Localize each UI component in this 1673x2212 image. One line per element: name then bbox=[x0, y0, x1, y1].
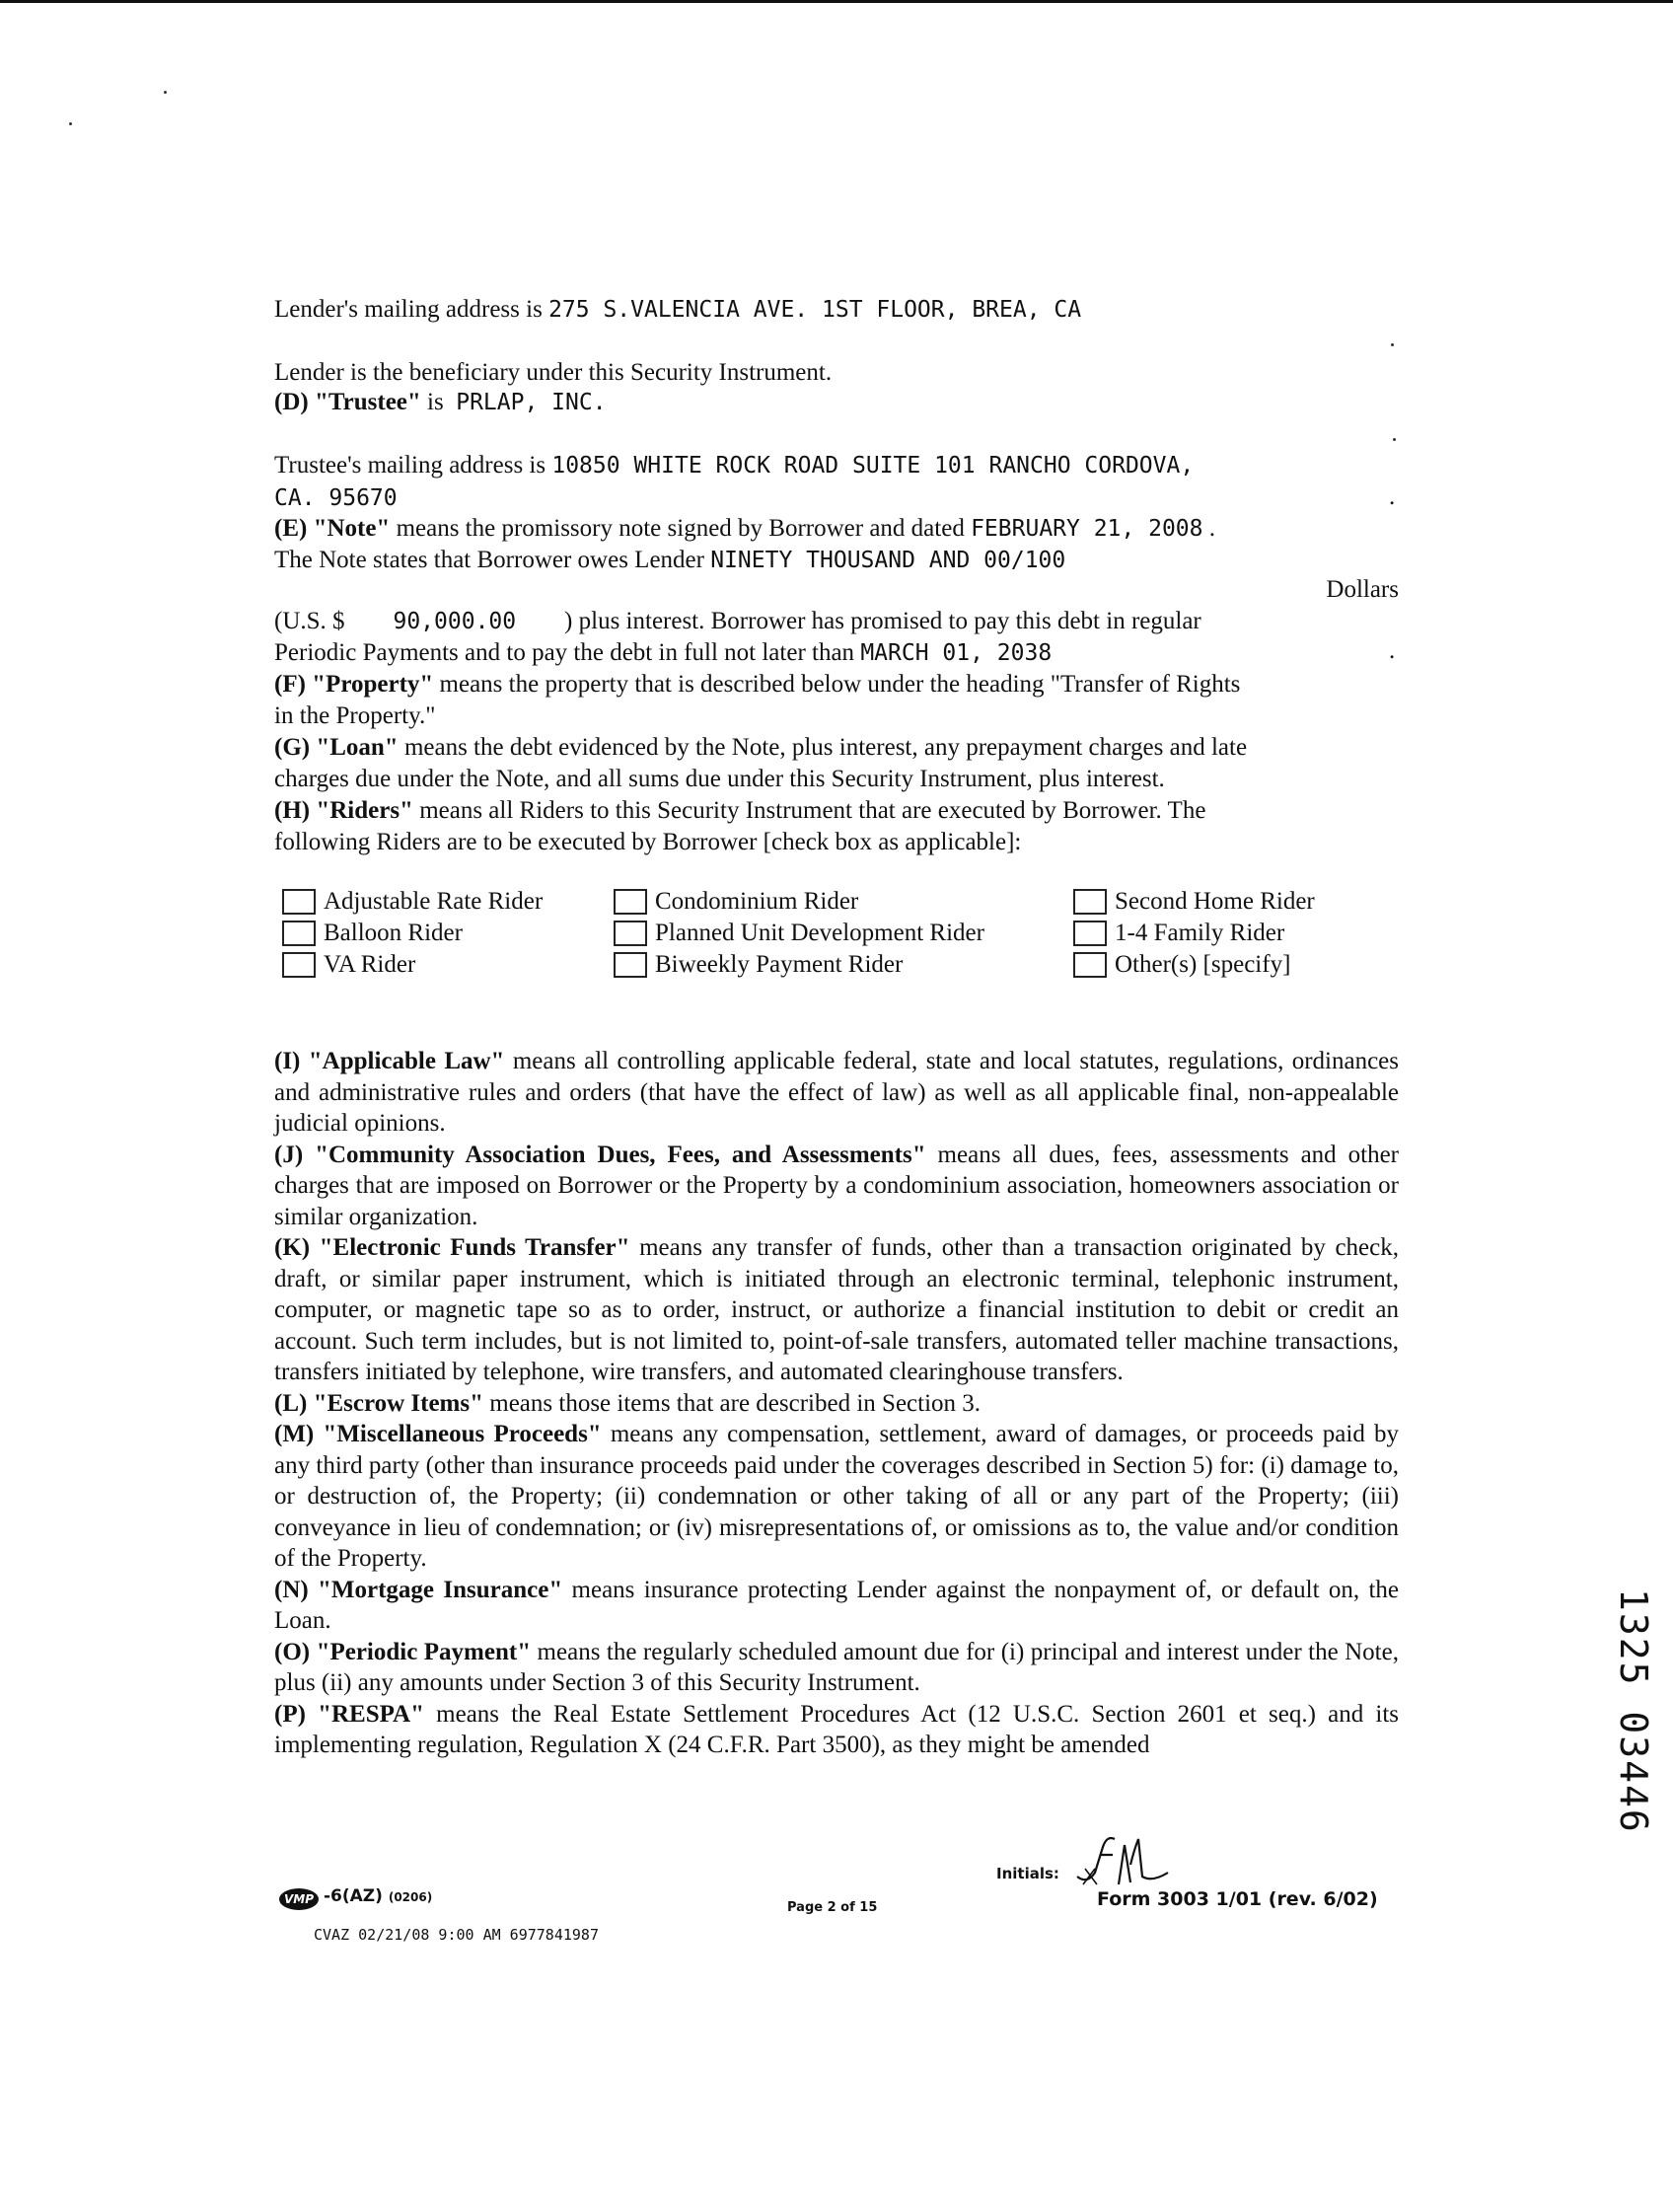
scan-speck bbox=[69, 122, 72, 125]
dollars-line bbox=[274, 574, 1399, 605]
note-date: FEBRUARY 21, 2008 bbox=[971, 516, 1203, 542]
beneficiary-line: Lender is the beneficiary under this Security Instrument. bbox=[274, 359, 833, 386]
loan-text1: means the debt evidenced by the Note, plus interest, any prepayment charges and late bbox=[403, 734, 1248, 761]
checkbox[interactable] bbox=[282, 952, 316, 978]
note-line: (E) "Note" means the promissory note signed by Borrower and dated FEBRUARY 21, 2008 . bbox=[274, 515, 1215, 542]
us-label: (U.S. $ bbox=[274, 608, 345, 634]
initials-signature-graphic bbox=[1073, 1825, 1192, 1894]
lender-address-label: Lender's mailing address is bbox=[274, 296, 543, 323]
note-amount-words: NINETY THOUSAND AND 00/100 bbox=[710, 548, 1066, 573]
trustee-term: (D) "Trustee" bbox=[274, 389, 421, 415]
riders-line1 bbox=[274, 795, 1399, 826]
note-text: means the promissory note signed by Borrower and dated bbox=[396, 515, 965, 542]
property-text1: means the property that is described below under the heading "Transfer of Rights bbox=[439, 671, 1241, 698]
definitions-body bbox=[274, 1046, 1399, 1761]
riders-column-1 bbox=[282, 886, 543, 981]
dollars-label: Dollars bbox=[1326, 576, 1399, 603]
riders-checklist bbox=[282, 886, 1397, 985]
trustee-address-value: 10850 WHITE ROCK ROAD SUITE 101 RANCHO CORDOVA, bbox=[551, 453, 1195, 479]
definition-eft: (K) "Electronic Funds Transfer" means any transfer of funds, other than a transaction originated by check, draft, or similar paper instrument, which is initiated through an electronic terminal, telephonic instrument, computer, or magnetic tape so as to order, instruct, or authorize a financial institution to debit or credit an account. Such term includes, but is not limited to, point-of-sale transfers, automated teller machine transactions, transfers initiated by telephone, wire transfers, and automated clearinghouse transfers. bbox=[274, 1234, 1399, 1385]
checkbox[interactable] bbox=[614, 889, 647, 915]
definition-community-dues: (J) "Community Association Dues, Fees, and Assessments" means all dues, fees, assessments and other charges that are imposed on Borrower or the Property by a condominium association, homeowners association or similar organization. bbox=[274, 1141, 1399, 1230]
trustee-address-line bbox=[274, 450, 1399, 481]
property-line2: in the Property." bbox=[274, 702, 436, 729]
trustee-address-line2: CA. 95670 bbox=[274, 485, 398, 511]
rider-biweekly[interactable]: Biweekly Payment Rider bbox=[614, 949, 984, 981]
rider-adjustable-rate[interactable]: Adjustable Rate Rider bbox=[282, 886, 543, 918]
trustee-address-label: Trustee's mailing address is bbox=[274, 452, 546, 479]
vmp-logo: VMP bbox=[279, 1888, 319, 1910]
after-amount: ) plus interest. Borrower has promised to pay this debt in regular bbox=[564, 608, 1201, 634]
rider-va[interactable]: VA Rider bbox=[282, 949, 543, 981]
definition-escrow-items: (L) "Escrow Items" means those items that are described in Section 3. bbox=[274, 1389, 982, 1417]
maturity-line bbox=[274, 637, 1399, 669]
definition-applicable-law: (I) "Applicable Law" means all controlling applicable federal, state and local statutes, regulations, ordinances and administrative rules and orders (that have the effect of law) as well as all applicable final, non-appealable judicial opinions. bbox=[274, 1048, 1399, 1137]
loan-line1 bbox=[274, 732, 1399, 763]
rider-1-4-family[interactable]: 1-4 Family Rider bbox=[1073, 918, 1315, 949]
scan-speck bbox=[164, 91, 167, 94]
loan-term: (G) "Loan" bbox=[274, 734, 399, 761]
property-line1 bbox=[274, 669, 1399, 700]
checkbox[interactable] bbox=[1073, 952, 1107, 978]
form-code: -6(AZ) (0206) bbox=[324, 1886, 433, 1906]
checkbox[interactable] bbox=[282, 921, 316, 946]
note-owes-line bbox=[274, 545, 1399, 576]
rider-condominium[interactable]: Condominium Rider bbox=[614, 886, 984, 918]
rider-other[interactable]: Other(s) [specify] bbox=[1073, 949, 1315, 981]
riders-text1: means all Riders to this Security Instrument that are executed by Borrower. The bbox=[419, 797, 1206, 824]
side-stamp: 1325 03446 bbox=[1612, 1588, 1655, 1834]
lender-address-value: 275 S.VALENCIA AVE. 1ST FLOOR, BREA, CA bbox=[548, 297, 1082, 323]
form-number: Form 3003 1/01 (rev. 6/02) bbox=[1097, 1888, 1378, 1910]
definition-periodic-payment: (O) "Periodic Payment" means the regularly scheduled amount due for (i) principal and interest under the Note, plus (ii) any amounts under Section 3 of this Security Instrument. bbox=[274, 1638, 1399, 1696]
riders-term: (H) "Riders" bbox=[274, 797, 413, 824]
trustee-line bbox=[274, 387, 1399, 418]
checkbox[interactable] bbox=[614, 952, 647, 978]
top-border bbox=[0, 0, 1673, 3]
lender-address-line bbox=[274, 294, 1399, 326]
rider-pud[interactable]: Planned Unit Development Rider bbox=[614, 918, 984, 949]
property-term: (F) "Property" bbox=[274, 671, 434, 698]
riders-column-2 bbox=[614, 886, 984, 981]
fill-dot: . bbox=[1389, 637, 1396, 664]
definition-mortgage-insurance: (N) "Mortgage Insurance" means insurance protecting Lender against the nonpayment of, or default on, the Loan. bbox=[274, 1576, 1399, 1634]
pay-text: Periodic Payments and to pay the debt in full not later than bbox=[274, 639, 855, 666]
riders-line2: following Riders are to be executed by Borrower [check box as applicable]: bbox=[274, 829, 1022, 855]
maturity-date: MARCH 01, 2038 bbox=[860, 640, 1053, 666]
note-amount: 90,000.00 bbox=[393, 609, 517, 634]
initials-label: Initials: bbox=[996, 1865, 1059, 1882]
note-owes-text: The Note states that Borrower owes Lender bbox=[274, 547, 704, 573]
definition-respa: (P) "RESPA" means the Real Estate Settlement Procedures Act (12 U.S.C. Section 2601 et seq.) and its implementing regulation, Regulation X (24 C.F.R. Part 3500), as they might be amended bbox=[274, 1700, 1399, 1758]
checkbox[interactable] bbox=[1073, 889, 1107, 915]
cvaz-line: CVAZ 02/21/08 9:00 AM 6977841987 bbox=[314, 1926, 599, 1944]
scan-speck bbox=[1393, 438, 1396, 441]
checkbox[interactable] bbox=[614, 921, 647, 946]
note-term: (E) "Note" bbox=[274, 515, 391, 542]
fill-dot: . bbox=[1389, 483, 1396, 510]
scan-speck bbox=[1391, 343, 1394, 346]
checkbox[interactable] bbox=[1073, 921, 1107, 946]
trustee-is: is bbox=[427, 389, 444, 415]
definition-misc-proceeds: (M) "Miscellaneous Proceeds" means any compensation, settlement, award of damages, or proceeds paid by any third party (other than insurance proceeds paid under the coverages described in Section 5) for: (i) damage to, or destruction of, the Property; (ii) condemnation or other taking of all or any part of the Property; (iii) conveyance in lieu of condemnation; or (iv) misrepresentations of, or omissions as to, the value and/or condition of the Property. bbox=[274, 1421, 1399, 1572]
rider-second-home[interactable]: Second Home Rider bbox=[1073, 886, 1315, 918]
rider-balloon[interactable]: Balloon Rider bbox=[282, 918, 543, 949]
page-number: Page 2 of 15 bbox=[787, 1900, 878, 1915]
trustee-value: PRLAP, INC. bbox=[456, 390, 607, 415]
initials-signature bbox=[1073, 1825, 1192, 1894]
loan-line2: charges due under the Note, and all sums due under this Security Instrument, plus interest. bbox=[274, 766, 1165, 792]
amount-line bbox=[274, 606, 1399, 637]
riders-column-3 bbox=[1073, 886, 1315, 981]
checkbox[interactable] bbox=[282, 889, 316, 915]
